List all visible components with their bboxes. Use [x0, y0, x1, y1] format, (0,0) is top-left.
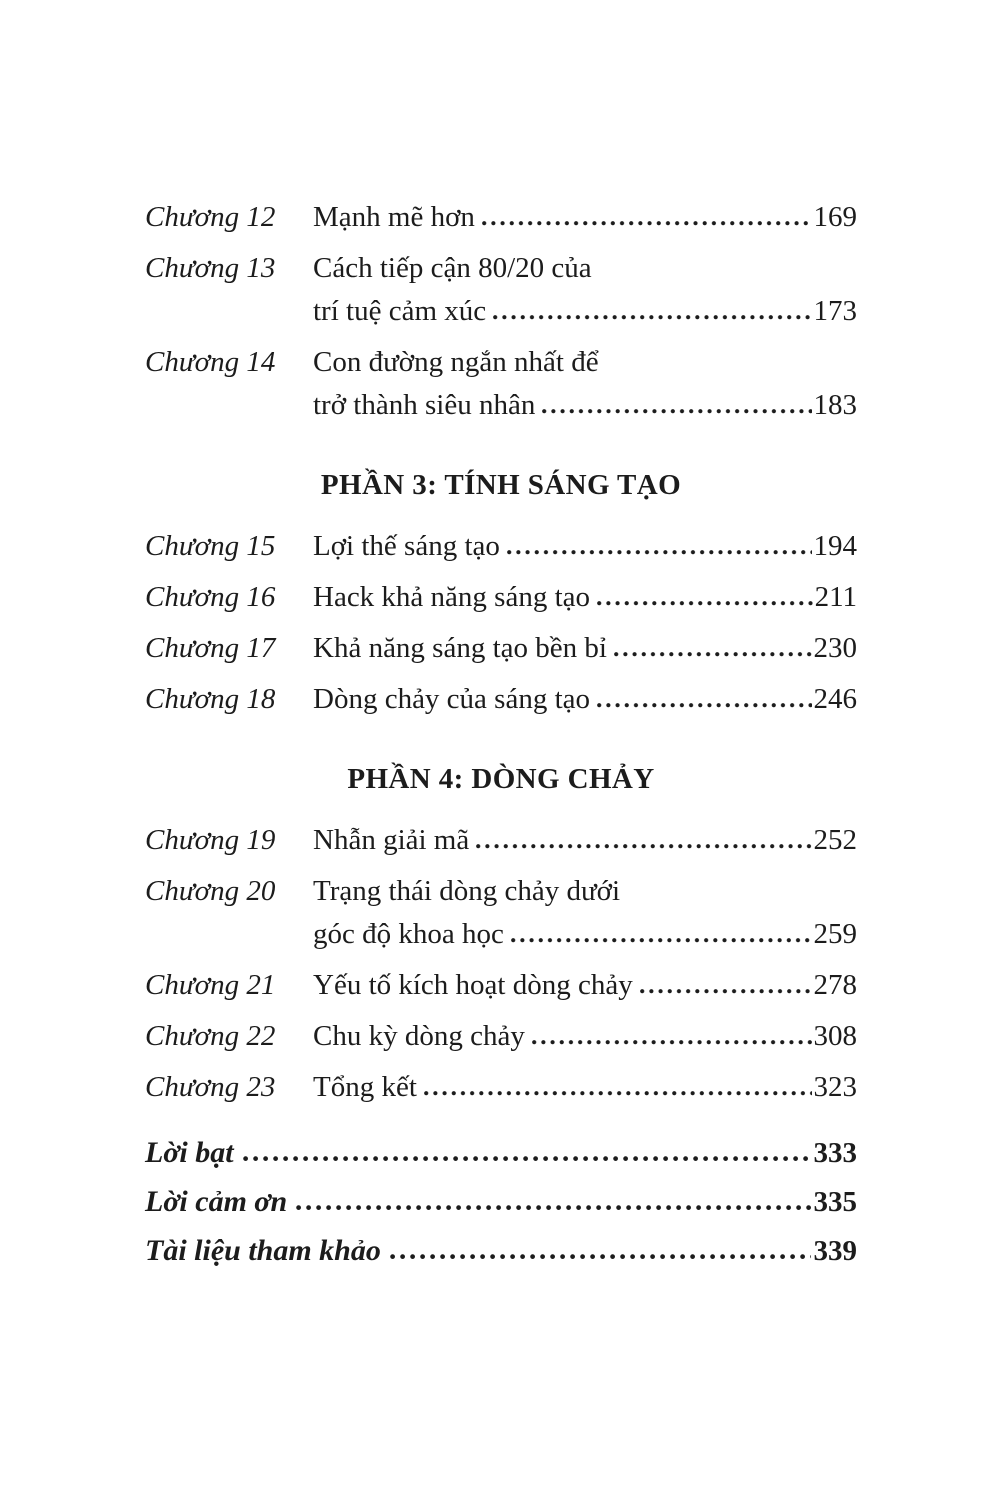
chapter-label: Chương 16	[145, 581, 276, 613]
entry-title: trí tuệ cảm xúc	[313, 295, 487, 327]
entry-line	[313, 819, 857, 862]
entry-line	[313, 1015, 857, 1058]
dot-leader	[511, 938, 812, 943]
chapter-label: Chương 12	[145, 201, 276, 233]
entry-line	[313, 196, 857, 239]
page-number: 173	[813, 295, 857, 327]
dot-leader	[597, 703, 811, 708]
entry-lines	[313, 525, 857, 568]
back-matter-entry	[145, 1180, 857, 1224]
dot-leader	[424, 1091, 812, 1096]
toc-entry	[145, 576, 857, 619]
entry-line	[313, 913, 857, 956]
entry-line	[313, 1066, 857, 1109]
toc-entry	[145, 819, 857, 862]
entry-title: Dòng chảy của sáng tạo	[313, 683, 591, 715]
toc-entry	[145, 870, 857, 956]
dot-leader	[482, 221, 812, 226]
toc-content	[145, 196, 857, 1278]
chapter-label: Chương 13	[145, 252, 276, 284]
chapter-label: Chương 18	[145, 683, 276, 715]
chapter-label: Chương 17	[145, 632, 276, 664]
entry-title: trở thành siêu nhân	[313, 389, 536, 421]
entry-title: Nhẫn giải mã	[313, 824, 470, 856]
section-heading-part4: PHẦN 4: DÒNG CHẢY	[347, 763, 655, 795]
page-number: 252	[813, 824, 857, 856]
entry-title: góc độ khoa học	[313, 918, 504, 950]
entry-lines	[313, 1066, 857, 1109]
entry-line	[313, 341, 857, 384]
entry-lines	[313, 870, 857, 956]
chapter-label: Chương 19	[145, 824, 276, 856]
dot-leader	[243, 1156, 811, 1162]
entry-title: Yếu tố kích hoạt dòng chảy	[313, 969, 633, 1001]
back-matter-entry	[145, 1229, 857, 1273]
toc-entry	[145, 678, 857, 721]
page-number: 183	[813, 389, 857, 421]
page-number: 278	[813, 969, 857, 1001]
back-matter-title: Lời bạt	[145, 1136, 234, 1169]
page-number: 211	[814, 581, 857, 613]
chapter-label: Chương 23	[145, 1071, 276, 1103]
entry-title: Mạnh mẽ hơn	[313, 201, 475, 233]
entry-line	[313, 384, 857, 427]
entry-lines	[313, 341, 857, 427]
entry-title: Con đường ngắn nhất để	[313, 346, 599, 378]
dot-leader	[542, 409, 811, 414]
chapter-label: Chương 20	[145, 875, 276, 907]
dot-leader	[476, 844, 811, 849]
page-number: 339	[813, 1235, 857, 1267]
back-matter-title: Lời cảm ơn	[145, 1185, 288, 1218]
entry-title: Hack khả năng sáng tạo	[313, 581, 591, 613]
entry-lines	[313, 819, 857, 862]
dot-leader	[507, 550, 812, 555]
entry-lines	[313, 247, 857, 333]
entry-title: Lợi thế sáng tạo	[313, 530, 500, 562]
entry-title: Cách tiếp cận 80/20 của	[313, 252, 592, 284]
toc-entry	[145, 1015, 857, 1058]
entry-lines	[313, 1015, 857, 1058]
page-number: 323	[813, 1071, 857, 1103]
dot-leader	[640, 989, 812, 994]
toc-entry	[145, 627, 857, 670]
entry-line	[313, 247, 857, 290]
toc-entry	[145, 341, 857, 427]
toc-entry	[145, 247, 857, 333]
entry-line	[313, 964, 857, 1007]
page-number: 333	[813, 1137, 857, 1169]
entry-lines	[313, 964, 857, 1007]
entry-lines	[313, 576, 857, 619]
entry-title: Trạng thái dòng chảy dưới	[313, 875, 621, 907]
back-matter-entry	[145, 1131, 857, 1175]
dot-leader	[493, 315, 811, 320]
entry-lines	[313, 196, 857, 239]
toc-entry	[145, 525, 857, 568]
entry-lines	[313, 678, 857, 721]
section-heading-part3: PHẦN 3: TÍNH SÁNG TẠO	[320, 469, 682, 501]
dot-leader	[532, 1040, 812, 1045]
back-matter	[145, 1131, 857, 1278]
page-number: 308	[813, 1020, 857, 1052]
chapter-label: Chương 15	[145, 530, 276, 562]
back-matter-title: Tài liệu tham khảo	[145, 1234, 381, 1267]
page-number: 194	[813, 530, 857, 562]
entry-lines	[313, 627, 857, 670]
page-number: 335	[813, 1186, 857, 1218]
page-number: 230	[813, 632, 857, 664]
toc-entry	[145, 1066, 857, 1109]
entry-line	[313, 627, 857, 670]
page-number: 246	[813, 683, 857, 715]
chapter-label: Chương 22	[145, 1020, 276, 1052]
entry-title: Chu kỳ dòng chảy	[313, 1020, 525, 1052]
entry-title: Tổng kết	[313, 1071, 417, 1103]
dot-leader	[390, 1254, 811, 1260]
entry-line	[313, 870, 857, 913]
entry-line	[313, 576, 857, 619]
dot-leader	[296, 1205, 810, 1211]
chapter-label: Chương 14	[145, 346, 276, 378]
page-number: 259	[813, 918, 857, 950]
page-number: 169	[813, 201, 857, 233]
chapter-label: Chương 21	[145, 969, 276, 1001]
entry-line	[313, 678, 857, 721]
entry-title: Khả năng sáng tạo bền bỉ	[313, 632, 607, 664]
entry-line	[313, 290, 857, 333]
toc-entry	[145, 964, 857, 1007]
dot-leader	[597, 601, 813, 606]
dot-leader	[614, 652, 812, 657]
toc-entry	[145, 196, 857, 239]
entry-line	[313, 525, 857, 568]
